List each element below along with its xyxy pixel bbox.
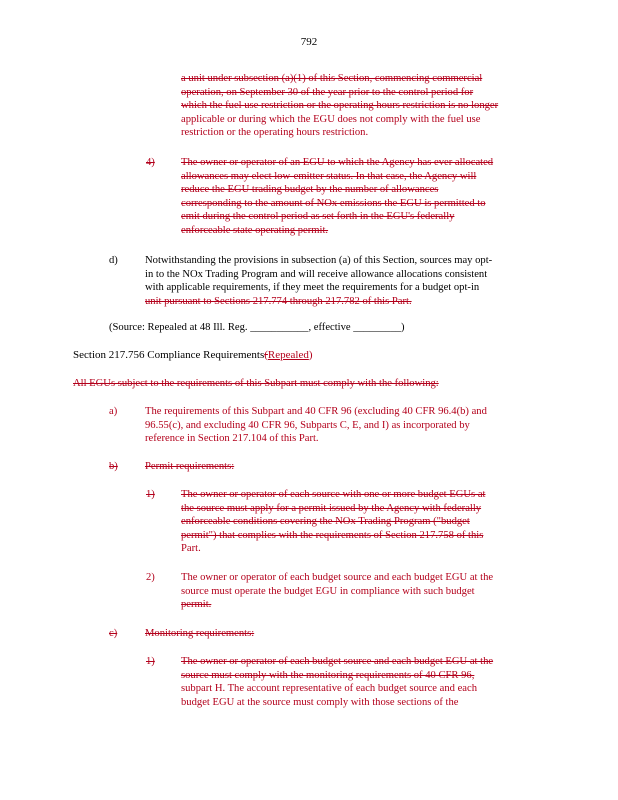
text-line: a unit under subsection (a)(1) of this Section, commencing commercial (181, 73, 483, 84)
inserted-text: Repealed (267, 349, 309, 361)
text-line: allowances may elect low-emitter status. In that case, the Agency will (181, 170, 477, 182)
text-line: the source must apply for a permit issued by the Agency with federally (181, 502, 482, 514)
text-line: 96.55(c), and excluding 40 CFR 96, Subparts C, E, and I) as incorporated by (145, 419, 470, 431)
text-line: operation, on September 30 of the year prior to the control period for (181, 86, 474, 98)
paragraph-b2 (181, 571, 493, 612)
source-note: (Source: Repealed at 48 Ill. Reg. ___________, effective _________) (109, 322, 405, 333)
paragraph-c1 (181, 655, 493, 709)
text-line: which the fuel use restriction or the operating hours restriction is no longer (181, 100, 499, 112)
paragraph-d (145, 254, 492, 308)
text-line: emit during the control period as set forth in the EGU's federally (181, 211, 455, 223)
text-line: The owner or operator of an EGU to which the Agency has ever allocated (181, 157, 494, 168)
paragraph-4 (181, 156, 493, 238)
item-label: d) (109, 255, 118, 266)
intro-text: All EGUs subject to the requirements of this Subpart must comply with the following: (73, 378, 439, 389)
text-line: permit") that complies with the requirements of Section 217.758 of this (181, 529, 484, 541)
item-label: a) (109, 406, 118, 417)
item-label: 1) (146, 656, 155, 667)
section-title: Section 217.756 Compliance Requirements (73, 349, 265, 361)
text-line: Notwithstanding the provisions in subsection (a) of this Section, sources may opt- (145, 255, 493, 266)
text-line: source must operate the budget EGU in compliance with such budget (181, 585, 475, 597)
closing-paren: ) (308, 349, 313, 361)
text-line: enforceable conditions covering the NOx Trading Program ("budget (181, 516, 470, 528)
deleted-marker: ( (264, 349, 268, 361)
continued-paragraph (181, 72, 498, 140)
item-label: 4) (146, 157, 155, 168)
text-line: The owner or operator of each budget source and each budget EGU at the (181, 572, 494, 583)
text-line: The requirements of this Subpart and 40 CFR 96 (excluding 40 CFR 96.4(b) and (145, 406, 487, 417)
item-label: b) (109, 461, 118, 472)
text-line: unit pursuant to Sections 217.774 through 217.782 of this Part. (145, 295, 412, 307)
text-line: restriction or the operating hours restriction. (181, 127, 369, 139)
text-line: in to the NOx Trading Program and will receive allowance allocations consistent (145, 268, 488, 280)
text-line: Part. (181, 543, 201, 555)
text-line: subpart H. The account representative of each budget source and each (181, 683, 478, 695)
text-line: applicable or during which the EGU does not comply with the fuel use (181, 113, 481, 125)
text-line: reduce the EGU trading budget by the number of allowances (181, 184, 439, 196)
paragraph-b1 (181, 488, 485, 556)
text-line: permit. (181, 599, 212, 611)
text-line: The owner or operator of each budget source and each budget EGU at the (181, 656, 494, 667)
item-label: 1) (146, 489, 155, 500)
text-line: enforceable state operating permit. (181, 224, 329, 236)
subsection-heading: Permit requirements: (145, 461, 235, 472)
text-line: reference in Section 217.104 of this Part. (145, 433, 319, 445)
section-heading (73, 349, 313, 363)
page-number: 792 (300, 36, 318, 48)
paragraph-a (145, 405, 487, 446)
text-line: source must comply with the monitoring requirements of 40 CFR 96, (181, 669, 475, 681)
text-line: corresponding to the amount of NOx emissions the EGU is permitted to (181, 197, 486, 209)
item-label: c) (109, 628, 118, 639)
text-line: The owner or operator of each source with one or more budget EGUs at (181, 489, 486, 500)
item-label: 2) (146, 572, 155, 583)
subsection-heading: Monitoring requirements: (145, 628, 255, 639)
text-line: budget EGU at the source must comply with those sections of the (181, 696, 459, 708)
text-line: with applicable requirements, if they meet the requirements for a budget opt-in (145, 282, 480, 294)
